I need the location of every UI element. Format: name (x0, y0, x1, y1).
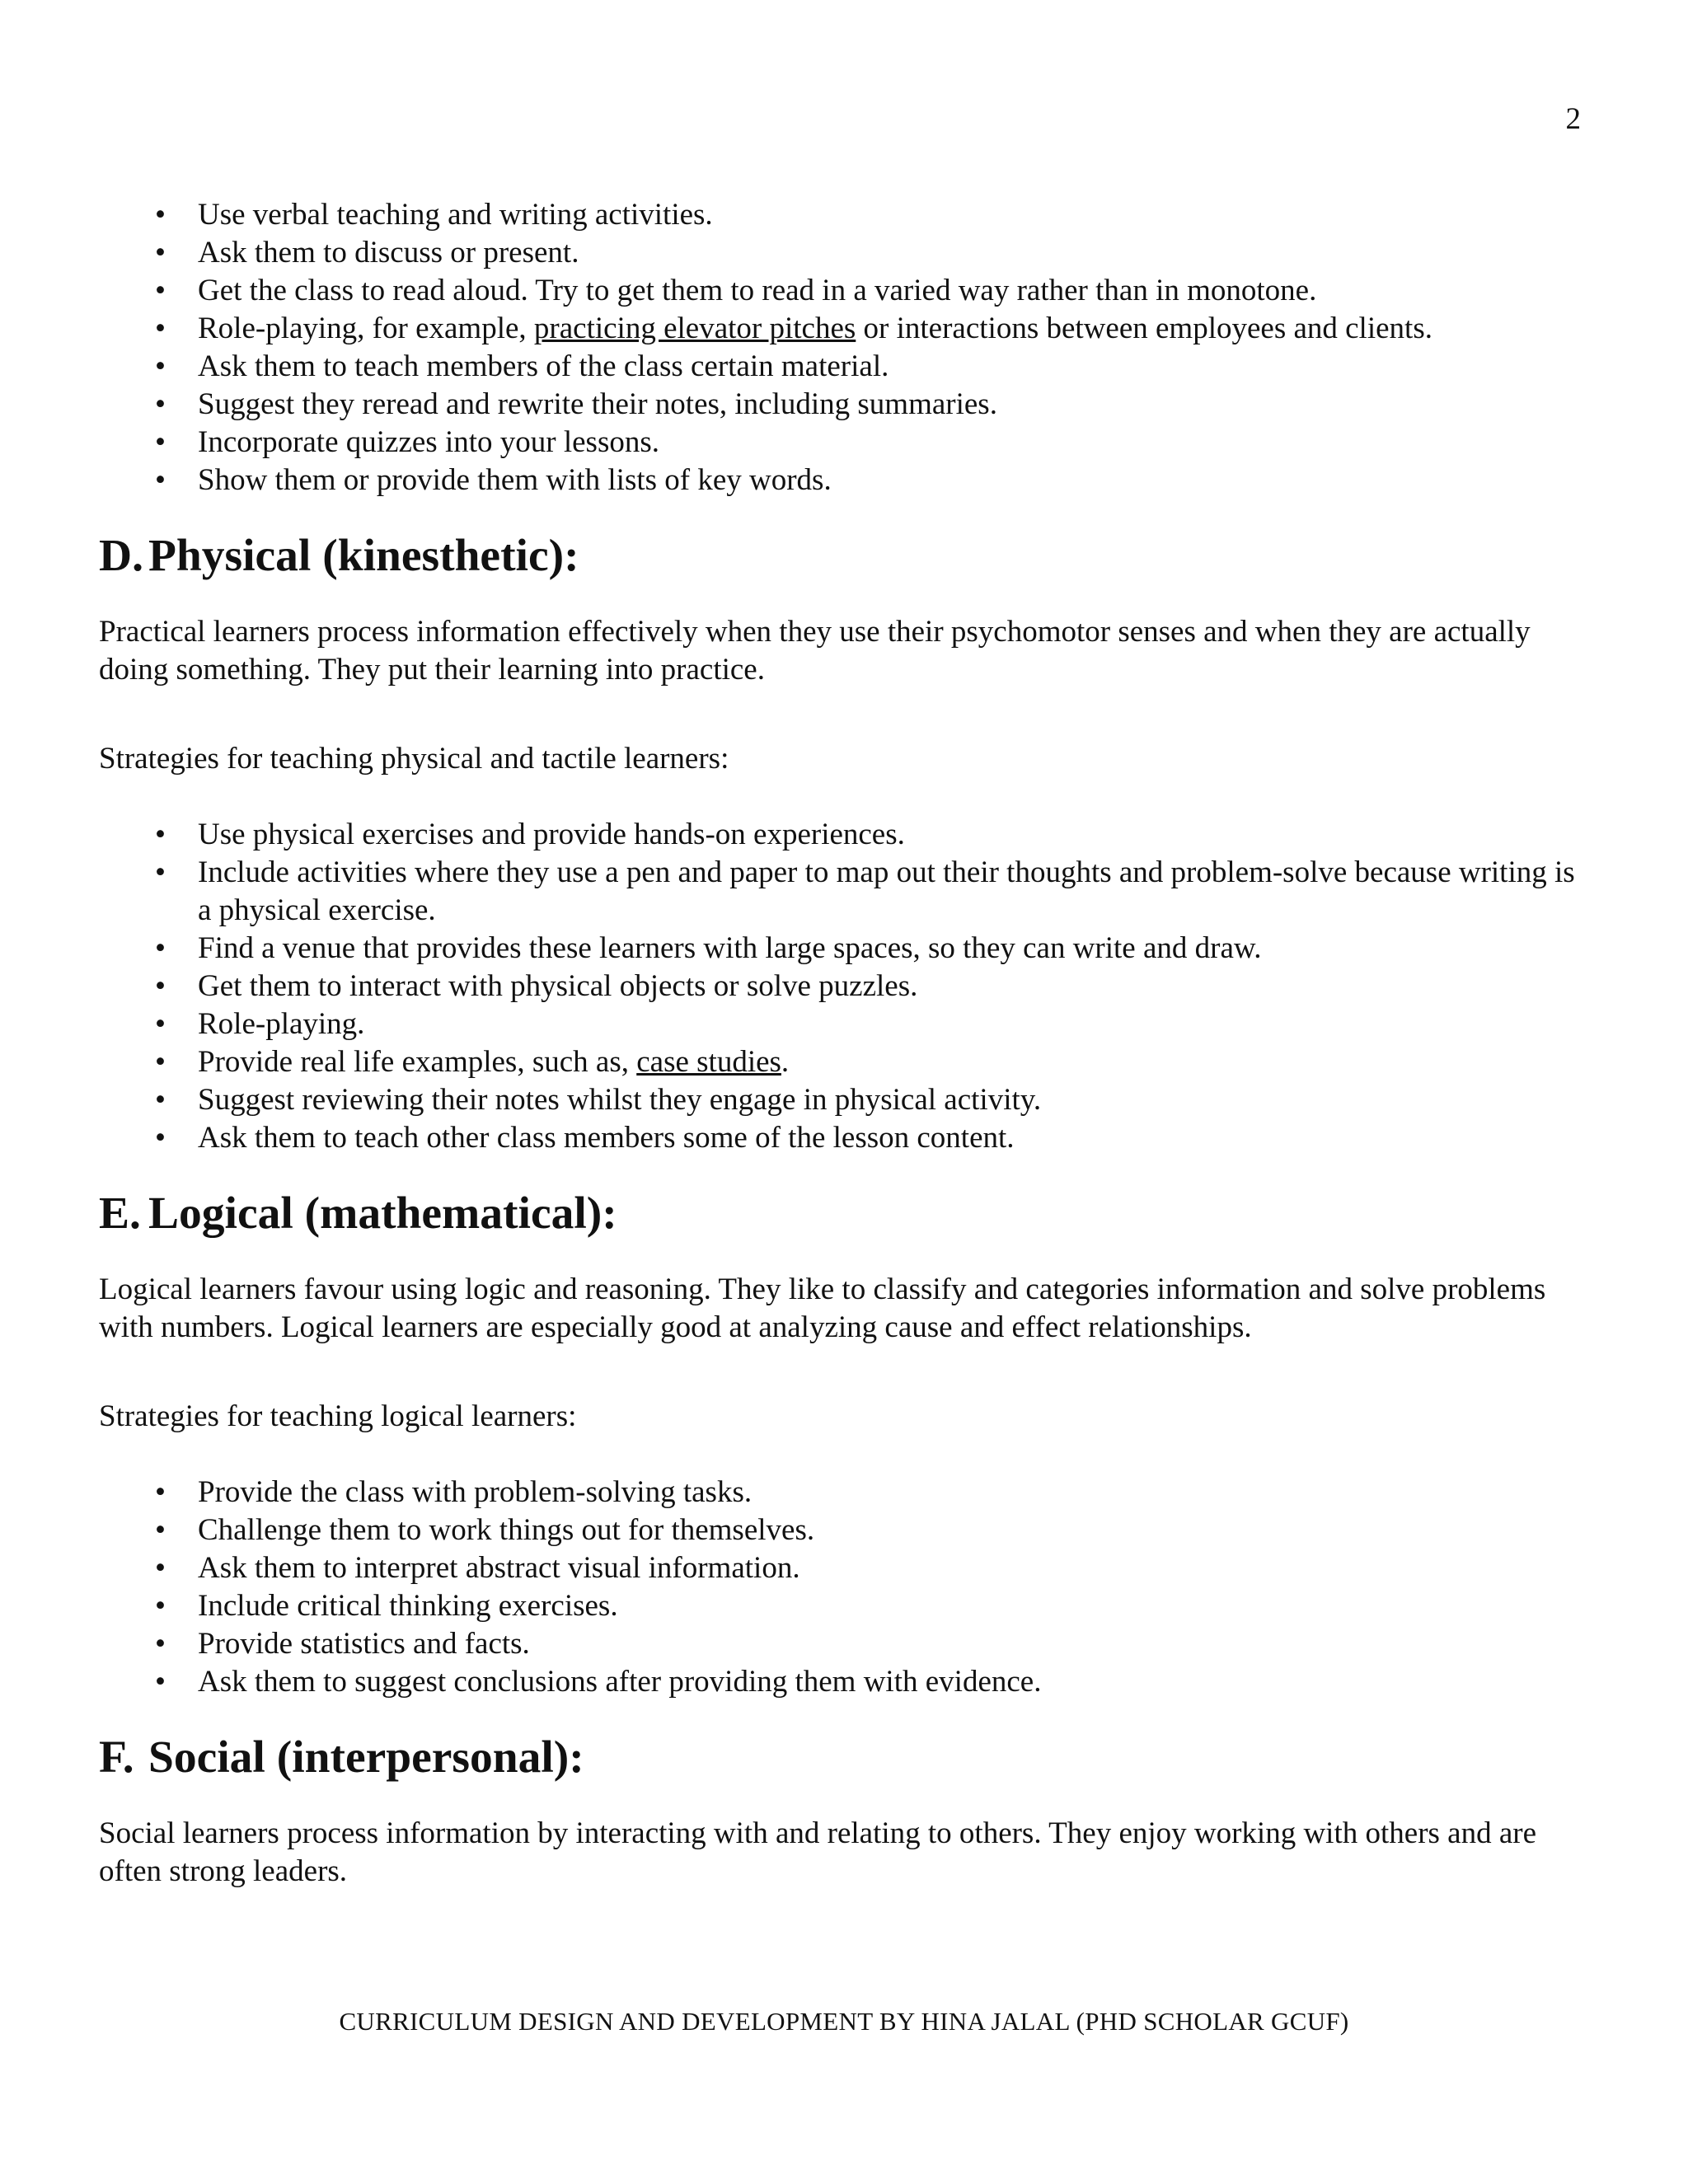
list-item: • Get the class to read aloud. Try to get them to read in a varied way rather than in monotone. (99, 272, 1591, 310)
list-item-text: or interactions between employees and clients. (856, 312, 1432, 345)
section-title: Social (interpersonal): (148, 1732, 584, 1783)
section-f-paragraph: Social learners process information by interacting with and relating to others. They enjoy working with others and are often strong leaders. (99, 1816, 1537, 1888)
list-item (99, 310, 1591, 348)
list-item: • Find a venue that provides these learners with large spaces, so they can write and draw. (99, 930, 1591, 968)
list-item: • Ask them to teach other class members some of the lesson content. (99, 1119, 1591, 1157)
list-item-text: Provide real life examples, such as, (198, 1045, 637, 1079)
page-content (99, 196, 1591, 1891)
section-title: Physical (kinesthetic): (148, 531, 579, 581)
list-item-text: . (781, 1045, 790, 1079)
list-item: • Provide the class with problem-solving tasks. (99, 1474, 1591, 1511)
list-item: • Use verbal teaching and writing activities. (99, 196, 1591, 234)
list-item: • Challenge them to work things out for themselves. (99, 1511, 1591, 1549)
page-number: 2 (1565, 102, 1581, 136)
verbal-strategies-list (99, 196, 1591, 499)
list-item: • Ask them to interpret abstract visual information. (99, 1549, 1591, 1587)
list-item: • Include activities where they use a pen and paper to map out their thoughts and problem-solve because writing is a physical exercise. (99, 854, 1591, 930)
list-item: • Use physical exercises and provide hands-on experiences. (99, 816, 1591, 854)
list-item: • Role-playing. (99, 1005, 1591, 1043)
list-item: • Ask them to discuss or present. (99, 234, 1591, 272)
list-item: • Show them or provide them with lists of key words. (99, 462, 1591, 499)
section-e-paragraph: Logical learners favour using logic and reasoning. They like to classify and categories information and solve problems with numbers. Logical learners are especially good at analyzing cause and effect relationships. (99, 1272, 1546, 1344)
section-letter: E. (99, 1188, 141, 1239)
section-e-strategies-intro: Strategies for teaching logical learners: (99, 1399, 577, 1433)
list-item: • Suggest reviewing their notes whilst they engage in physical activity. (99, 1081, 1591, 1119)
elevator-pitches-link[interactable]: practicing elevator pitches (533, 312, 856, 345)
section-d-heading (99, 531, 1591, 581)
physical-strategies-list (99, 816, 1591, 1157)
list-item: • Get them to interact with physical objects or solve puzzles. (99, 968, 1591, 1005)
section-f-heading (99, 1732, 1591, 1783)
section-d-strategies-intro: Strategies for teaching physical and tactile learners: (99, 742, 729, 776)
logical-strategies-list (99, 1474, 1591, 1701)
list-item: • Suggest they reread and rewrite their notes, including summaries. (99, 386, 1591, 424)
case-studies-link[interactable]: case studies (636, 1045, 781, 1079)
section-d-paragraph: Practical learners process information effectively when they use their psychomotor senses and when they are actually doing something. They put their learning into practice. (99, 615, 1531, 687)
list-item: • Ask them to suggest conclusions after providing them with evidence. (99, 1663, 1591, 1701)
page-footer: CURRICULUM DESIGN AND DEVELOPMENT BY HINA JALAL (PHD SCHOLAR GCUF) (339, 2007, 1349, 2036)
list-item: • Ask them to teach members of the class certain material. (99, 348, 1591, 386)
list-item-text: Role-playing, for example, (198, 312, 534, 345)
list-item: • Include critical thinking exercises. (99, 1587, 1591, 1625)
list-item: • Incorporate quizzes into your lessons. (99, 424, 1591, 462)
section-e-heading (99, 1188, 1591, 1239)
list-item: • Provide statistics and facts. (99, 1625, 1591, 1663)
list-item (99, 1043, 1591, 1081)
section-title: Logical (mathematical): (148, 1188, 617, 1239)
section-letter: D. (99, 531, 143, 581)
section-letter: F. (99, 1732, 134, 1783)
